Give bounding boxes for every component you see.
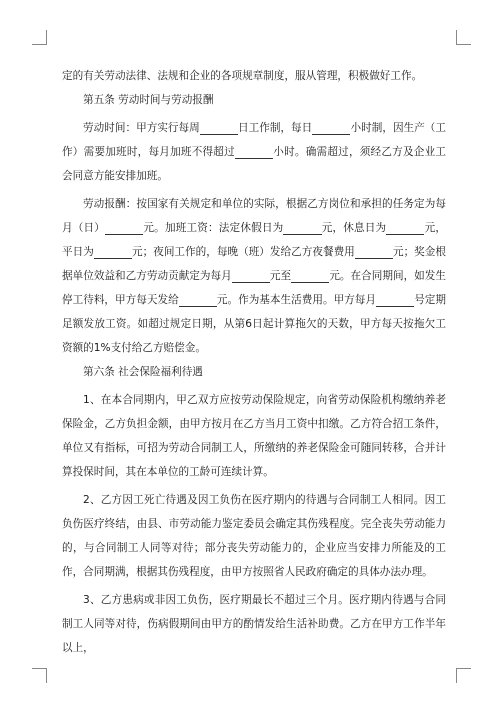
section-heading xyxy=(62,88,446,112)
text-run: 劳动报酬：按国家有关规定和单位的实际，根据乙方岗位和承担的任务定为每月（日） xyxy=(62,198,446,234)
text-run: 第六条 社会保险福利待遇 xyxy=(83,366,203,378)
text-run: 号定期足额发放工资。如超过规定日期，从第6日起计算拖欠的天数，甲方每天按拖欠工资额的1%支付给乙方赔偿金。 xyxy=(62,294,446,354)
crop-mark-top-right xyxy=(456,30,471,45)
crop-mark-top-left xyxy=(32,30,47,45)
fill-in-blank xyxy=(232,270,270,283)
fill-in-blank xyxy=(312,122,350,135)
fill-in-blank xyxy=(283,222,321,235)
fill-in-blank xyxy=(386,222,424,235)
fill-in-blank xyxy=(235,146,273,159)
fill-in-blank xyxy=(179,294,217,307)
crop-mark-bottom-right xyxy=(456,668,471,683)
fill-in-blank xyxy=(376,294,414,307)
text-run: 定的有关劳动法律、法规和企业的各项规章制度，服从管理，积极做好工作。 xyxy=(62,70,423,82)
body-paragraph xyxy=(62,488,446,584)
text-run: 2、乙方因工死亡待遇及因工负伤在医疗期内的待遇与合同制工人相同。因工负伤医疗终结，由县、市劳动能力鉴定委员会确定其伤残程度。完全丧失劳动能力的，与合同制工人同等对待；部分丧失劳动能力的，企业应当安排力所能及的工作，合同期满，根据其伤残程度，由甲方按照省人民政府确定的具体办法办理。 xyxy=(62,494,446,578)
text-run: 元。在合同期间，如发生停工待料，甲方每天发给 xyxy=(62,270,446,306)
body-paragraph xyxy=(62,388,446,484)
text-run: 小时制，因生产（工作）需要加班时，每月加班不得超过 xyxy=(62,122,447,158)
body-paragraph xyxy=(62,64,446,88)
crop-mark-bottom-left xyxy=(32,668,47,683)
document-body xyxy=(62,64,446,660)
fill-in-blank xyxy=(105,222,143,235)
text-run: 3、乙方患病或非因工负伤，医疗期最长不超过三个月。医疗期内待遇与合同制工人同等对待，伤病假期间由甲方的酌情发给生活补助费。乙方在甲方工作半年以上， xyxy=(62,594,446,654)
body-paragraph xyxy=(62,116,446,188)
text-run: 小时。确需超过，须经乙方及企业工会同意方能安排加班。 xyxy=(62,146,446,182)
section-heading xyxy=(62,360,446,384)
fill-in-blank xyxy=(355,246,393,259)
body-paragraph xyxy=(62,192,446,360)
text-run: 第五条 劳动时间与劳动报酬 xyxy=(83,94,214,106)
fill-in-blank xyxy=(200,122,238,135)
fill-in-blank xyxy=(94,246,132,259)
fill-in-blank xyxy=(291,270,329,283)
text-run: 元。加班工资：法定休假日为 xyxy=(143,222,284,234)
text-run: 日工作制，每日 xyxy=(237,122,313,134)
text-run: 元；夜间工作的，每晚（班）发给乙方夜餐费用 xyxy=(131,246,355,258)
text-run: 元；奖金根据单位效益和乙方劳动贡献定为每月 xyxy=(62,246,446,282)
text-run: 元，休息日为 xyxy=(321,222,387,234)
text-run: 元至 xyxy=(269,270,292,282)
text-run: 元，平日为 xyxy=(62,222,447,258)
text-run: 元。作为基本生活费用。甲方每月 xyxy=(216,294,377,306)
body-paragraph xyxy=(62,588,446,660)
text-run: 劳动时间：甲方实行每周 xyxy=(83,122,200,134)
text-run: 1、在本合同期内，甲乙双方应按劳动保险规定，向省劳动保险机构缴纳养老保险金，乙方负担金额，由甲方按月在乙方当月工资中扣缴。乙方符合招工条件，单位又有指标，可招为劳动合同制工人，所缴纳的养老保险金可随同转移，合并计算投保时间，其在本单位的工龄可连续计算。 xyxy=(62,394,446,478)
